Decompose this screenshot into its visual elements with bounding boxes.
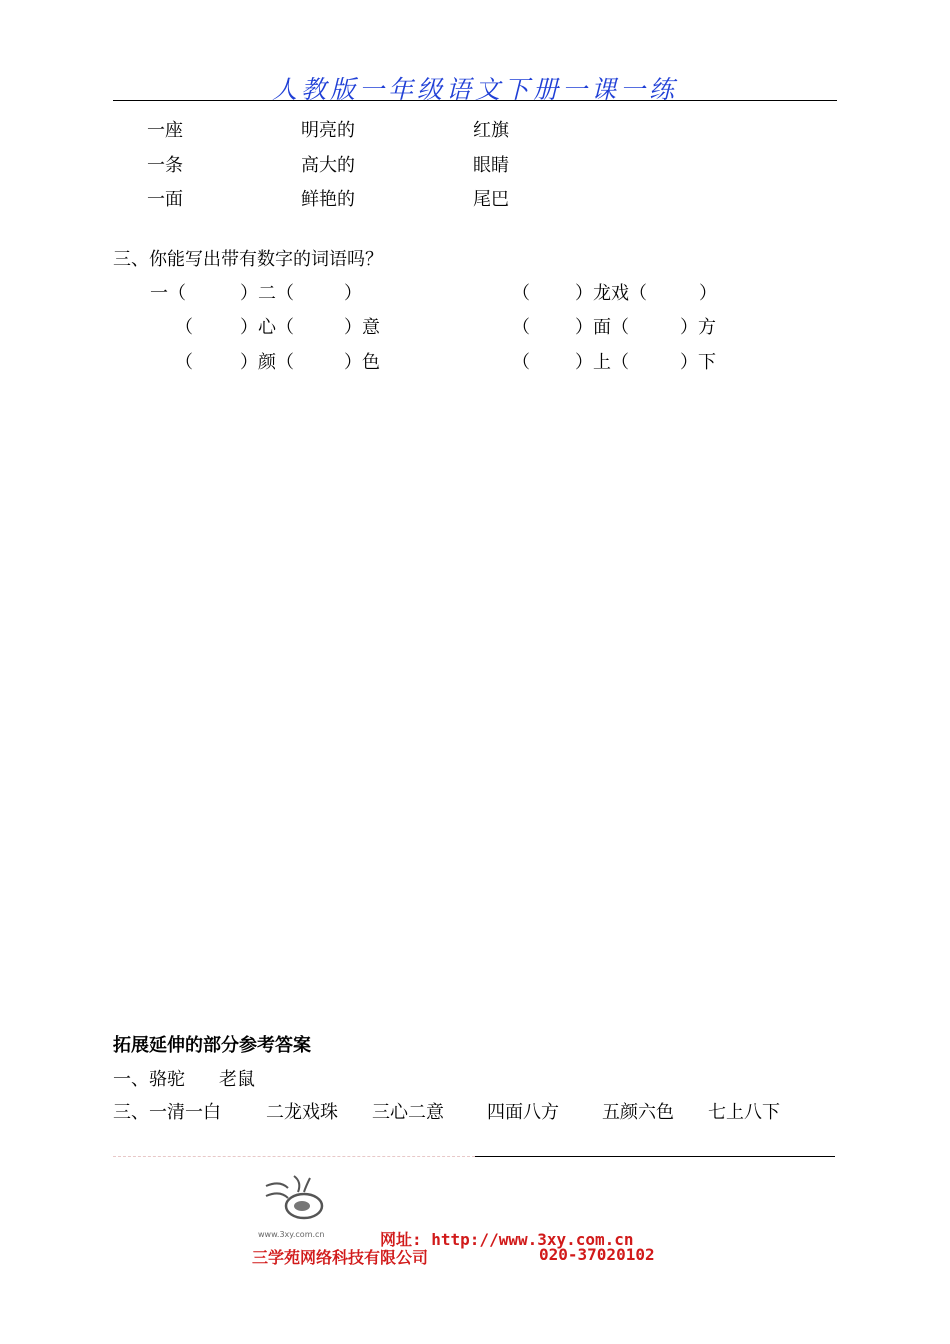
answer-item: 二龙戏珠 bbox=[266, 1102, 338, 1123]
blank-part: ）色 bbox=[344, 352, 380, 373]
blank-part: ）心（ bbox=[240, 317, 294, 338]
section3-heading: 三、你能写出带有数字的词语吗？ bbox=[113, 249, 383, 270]
answers-title: 拓展延伸的部分参考答案 bbox=[113, 1035, 311, 1056]
match-col3-item: 眼睛 bbox=[473, 155, 509, 176]
blank-part: ）龙戏（ bbox=[575, 283, 647, 304]
match-col2-item: 鲜艳的 bbox=[301, 189, 355, 210]
blank-part: （ bbox=[512, 352, 530, 373]
match-col2-item: 明亮的 bbox=[301, 120, 355, 141]
blank-part: ） bbox=[699, 283, 717, 304]
logo-caption: www.3xy.com.cn bbox=[258, 1230, 325, 1239]
blank-part: ）意 bbox=[344, 317, 380, 338]
blank-part: （ bbox=[175, 317, 193, 338]
answer-item: 四面八方 bbox=[487, 1102, 559, 1123]
answer-line2-label: 三、一清一白 bbox=[113, 1102, 221, 1123]
answer-item: 七上八下 bbox=[708, 1102, 780, 1123]
company-logo-icon bbox=[258, 1172, 328, 1230]
answer-line1-label: 一、骆驼 bbox=[113, 1069, 185, 1090]
footer-divider bbox=[475, 1156, 835, 1157]
blank-part: （ bbox=[512, 283, 530, 304]
blank-part: 一（ bbox=[150, 283, 186, 304]
blank-part: ）二（ bbox=[240, 283, 294, 304]
answer-line1-word: 老鼠 bbox=[219, 1069, 255, 1090]
footer-company: 三学苑网络科技有限公司 bbox=[252, 1248, 429, 1267]
blank-part: ）方 bbox=[680, 317, 716, 338]
blank-part: ）面（ bbox=[575, 317, 629, 338]
blank-part: （ bbox=[175, 352, 193, 373]
footer-divider-faint bbox=[113, 1156, 475, 1157]
match-col3-item: 尾巴 bbox=[473, 189, 509, 210]
match-col2-item: 高大的 bbox=[301, 155, 355, 176]
blank-part: ）下 bbox=[680, 352, 716, 373]
blank-part: ） bbox=[344, 283, 362, 304]
page-header-title: 人教版一年级语文下册一课一练 bbox=[271, 75, 678, 104]
header-divider bbox=[113, 100, 837, 101]
footer-website: 网址: http://www.3xy.com.cn bbox=[380, 1230, 634, 1249]
match-col3-item: 红旗 bbox=[473, 120, 509, 141]
answer-item: 三心二意 bbox=[372, 1102, 444, 1123]
answer-item: 五颜六色 bbox=[602, 1102, 674, 1123]
match-col1-item: 一面 bbox=[147, 189, 183, 210]
blank-part: ）颜（ bbox=[240, 352, 294, 373]
blank-part: ）上（ bbox=[575, 352, 629, 373]
blank-part: （ bbox=[512, 317, 530, 338]
match-col1-item: 一条 bbox=[147, 155, 183, 176]
footer-phone: 020-37020102 bbox=[539, 1245, 655, 1264]
match-col1-item: 一座 bbox=[147, 120, 183, 141]
